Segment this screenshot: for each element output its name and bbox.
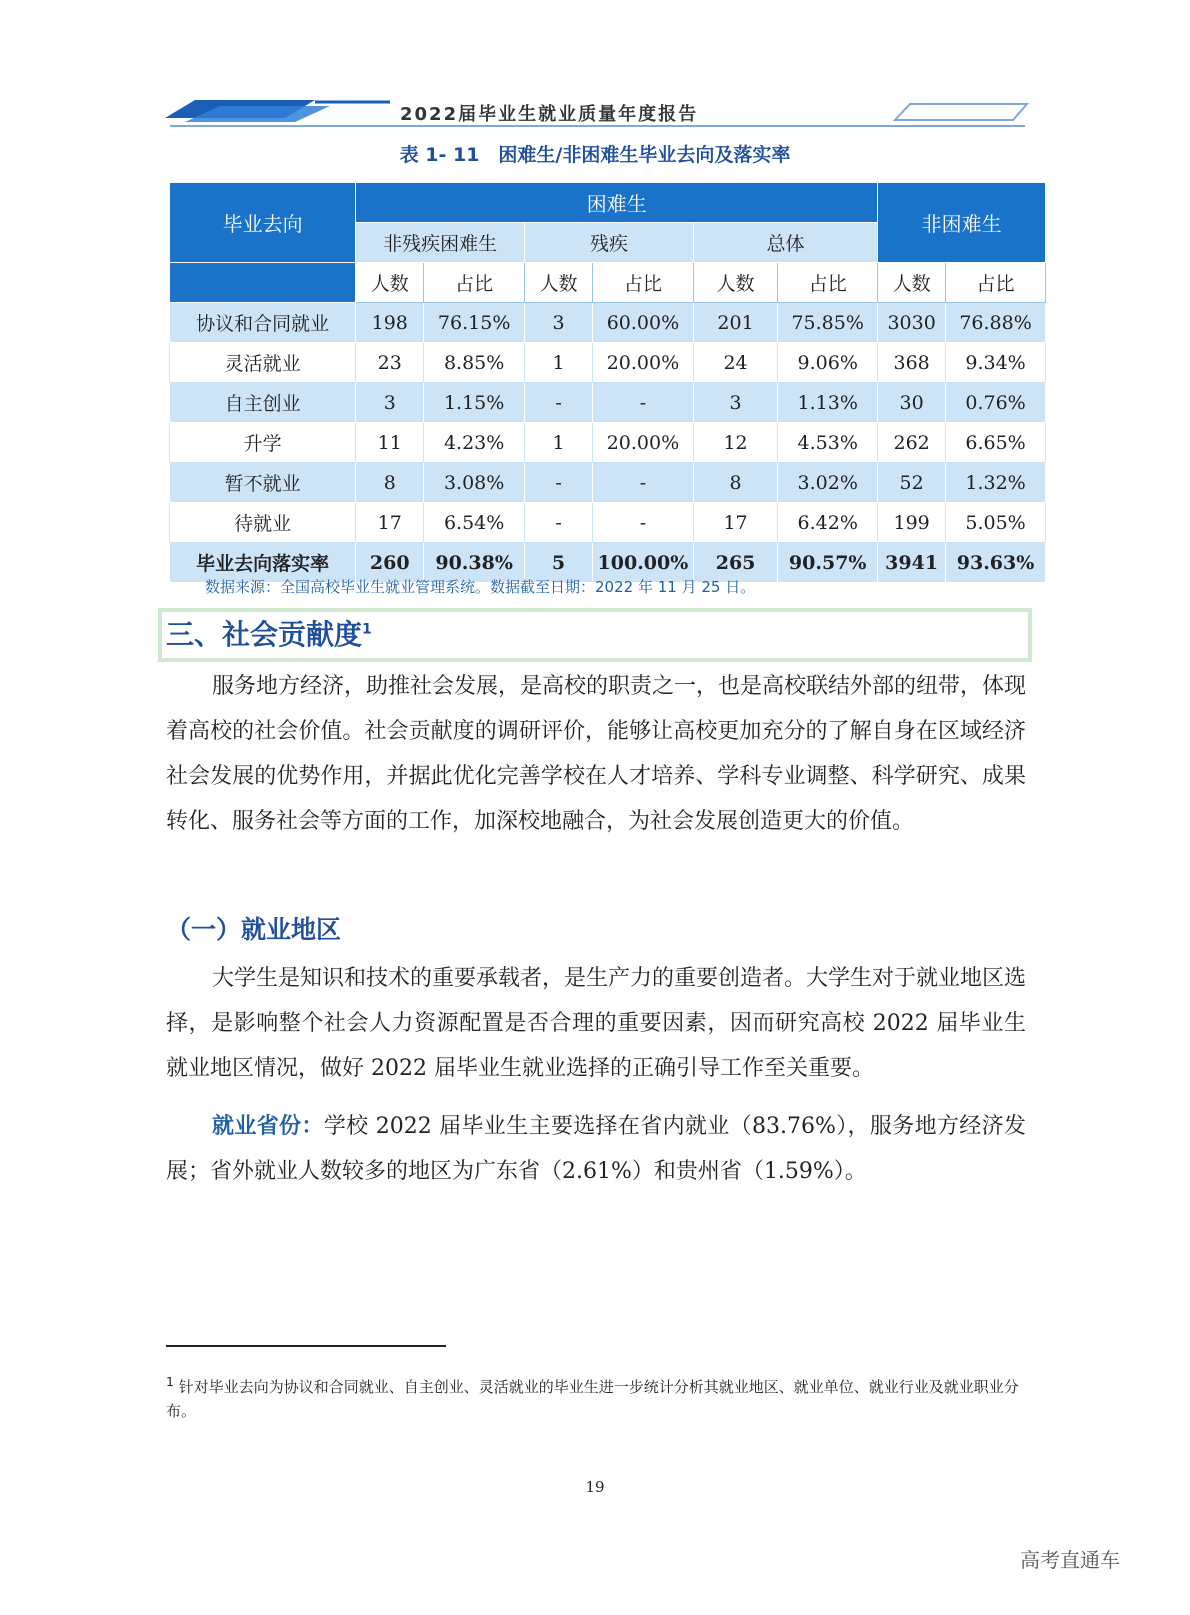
row-label: 升学 — [170, 423, 356, 463]
footnote-divider — [166, 1345, 446, 1347]
destination-table — [169, 182, 1046, 583]
data-source-note: 数据来源：全国高校毕业生就业管理系统。数据截至日期：2022 年 11 月 25 日。 — [205, 578, 756, 596]
count-cell: 3 — [693, 383, 777, 423]
count-cell: - — [525, 503, 593, 543]
header-difficult: 困难生 — [356, 183, 878, 223]
count-cell: 52 — [878, 463, 946, 503]
row-label: 暂不就业 — [170, 463, 356, 503]
page-number: 19 — [585, 1478, 605, 1496]
ratio-cell: 90.57% — [778, 543, 878, 583]
ratio-cell: 9.34% — [946, 343, 1046, 383]
count-cell: 3 — [356, 383, 424, 423]
row-label: 待就业 — [170, 503, 356, 543]
table-row — [170, 423, 1046, 463]
province-paragraph — [166, 1104, 1026, 1194]
ratio-cell: 20.00% — [593, 343, 694, 383]
watermark: 高考直通车 — [1020, 1548, 1120, 1572]
count-cell: 5 — [525, 543, 593, 583]
footnote-ref: 1 — [362, 621, 372, 638]
ratio-cell: - — [593, 503, 694, 543]
count-cell: 17 — [356, 503, 424, 543]
count-cell: 3941 — [878, 543, 946, 583]
ratio-cell: 3.02% — [778, 463, 878, 503]
ratio-cell: 1.32% — [946, 463, 1046, 503]
province-text: 学校 2022 届毕业生主要选择在省内就业（83.76%），服务地方经济发展；省外就业人数较多的地区为广东省（2.61%）和贵州省（1.59%）。 — [166, 1114, 1026, 1184]
header-ratio: 占比 — [946, 263, 1046, 303]
count-cell: - — [525, 383, 593, 423]
count-cell: 368 — [878, 343, 946, 383]
count-cell: 12 — [693, 423, 777, 463]
count-cell: 265 — [693, 543, 777, 583]
ratio-cell: 8.85% — [424, 343, 525, 383]
ratio-cell: 76.15% — [424, 303, 525, 343]
row-label: 协议和合同就业 — [170, 303, 356, 343]
header-count: 人数 — [878, 263, 946, 303]
section-title — [166, 613, 372, 653]
count-cell: 260 — [356, 543, 424, 583]
header-total: 总体 — [693, 223, 877, 263]
count-cell: 198 — [356, 303, 424, 343]
count-cell: 11 — [356, 423, 424, 463]
footnote — [166, 1370, 1026, 1423]
table-caption: 表 1- 11 困难生/非困难生毕业去向及落实率 — [399, 144, 791, 166]
ratio-cell: 5.05% — [946, 503, 1046, 543]
count-cell: 3030 — [878, 303, 946, 343]
row-label: 灵活就业 — [170, 343, 356, 383]
header-destination: 毕业去向 — [170, 183, 356, 263]
count-cell: 23 — [356, 343, 424, 383]
ratio-cell: 20.00% — [593, 423, 694, 463]
table-row — [170, 343, 1046, 383]
footnote-mark: 1 — [166, 1374, 174, 1389]
count-cell: - — [525, 463, 593, 503]
header-blank — [170, 263, 356, 303]
footnote-text: 针对毕业去向为协议和合同就业、自主创业、灵活就业的毕业生进一步统计分析其就业地区、就业单位、就业行业及就业职业分布。 — [166, 1378, 1019, 1420]
count-cell: 24 — [693, 343, 777, 383]
header-ratio: 占比 — [593, 263, 694, 303]
ratio-cell: 76.88% — [946, 303, 1046, 343]
header-non-disabled-difficult: 非残疾困难生 — [356, 223, 525, 263]
province-label: 就业省份： — [212, 1114, 324, 1139]
count-cell: 201 — [693, 303, 777, 343]
subsection-title: （一）就业地区 — [166, 915, 342, 944]
ratio-cell: - — [593, 383, 694, 423]
ratio-cell: 6.42% — [778, 503, 878, 543]
count-cell: 17 — [693, 503, 777, 543]
row-label: 自主创业 — [170, 383, 356, 423]
header-count: 人数 — [693, 263, 777, 303]
header-ratio: 占比 — [424, 263, 525, 303]
table-row — [170, 383, 1046, 423]
header-disabled: 残疾 — [525, 223, 694, 263]
count-cell: 262 — [878, 423, 946, 463]
ratio-cell: 4.23% — [424, 423, 525, 463]
header-count: 人数 — [356, 263, 424, 303]
ratio-cell: 90.38% — [424, 543, 525, 583]
count-cell: 30 — [878, 383, 946, 423]
ratio-cell: 4.53% — [778, 423, 878, 463]
count-cell: 199 — [878, 503, 946, 543]
table-row — [170, 303, 1046, 343]
count-cell: 1 — [525, 423, 593, 463]
header-ratio: 占比 — [778, 263, 878, 303]
count-cell: 8 — [356, 463, 424, 503]
table-row — [170, 463, 1046, 503]
row-label: 毕业去向落实率 — [170, 543, 356, 583]
count-cell: 3 — [525, 303, 593, 343]
table-row — [170, 503, 1046, 543]
ratio-cell: - — [593, 463, 694, 503]
ratio-cell: 9.06% — [778, 343, 878, 383]
ratio-cell: 1.13% — [778, 383, 878, 423]
ratio-cell: 93.63% — [946, 543, 1046, 583]
ratio-cell: 60.00% — [593, 303, 694, 343]
ratio-cell: 6.65% — [946, 423, 1046, 463]
report-header-title: 2022届毕业生就业质量年度报告 — [400, 104, 699, 125]
subsection-paragraph: 大学生是知识和技术的重要承载者，是生产力的重要创造者。大学生对于就业地区选择，是影响整个社会人力资源配置是否合理的重要因素，因而研究高校 2022 届毕业生就业地区情况，做好 2022 届毕业生就业选择的正确引导工作至关重要。 — [166, 966, 1027, 1081]
section-title-text: 三、社会贡献度 — [166, 618, 363, 651]
ratio-cell: 1.15% — [424, 383, 525, 423]
ratio-cell: 0.76% — [946, 383, 1046, 423]
ratio-cell: 3.08% — [424, 463, 525, 503]
count-cell: 1 — [525, 343, 593, 383]
header-non-difficult: 非困难生 — [878, 183, 1046, 263]
ratio-cell: 75.85% — [778, 303, 878, 343]
count-cell: 8 — [693, 463, 777, 503]
header-count: 人数 — [525, 263, 593, 303]
ratio-cell: 100.00% — [593, 543, 694, 583]
section-paragraph: 服务地方经济，助推社会发展，是高校的职责之一，也是高校联结外部的纽带，体现着高校的社会价值。社会贡献度的调研评价，能够让高校更加充分的了解自身在区域经济社会发展的优势作用，并据此优化完善学校在人才培养、学科专业调整、科学研究、成果转化、服务社会等方面的工作，加深校地融合，为社会发展创造更大的价值。 — [166, 674, 1027, 834]
ratio-cell: 6.54% — [424, 503, 525, 543]
